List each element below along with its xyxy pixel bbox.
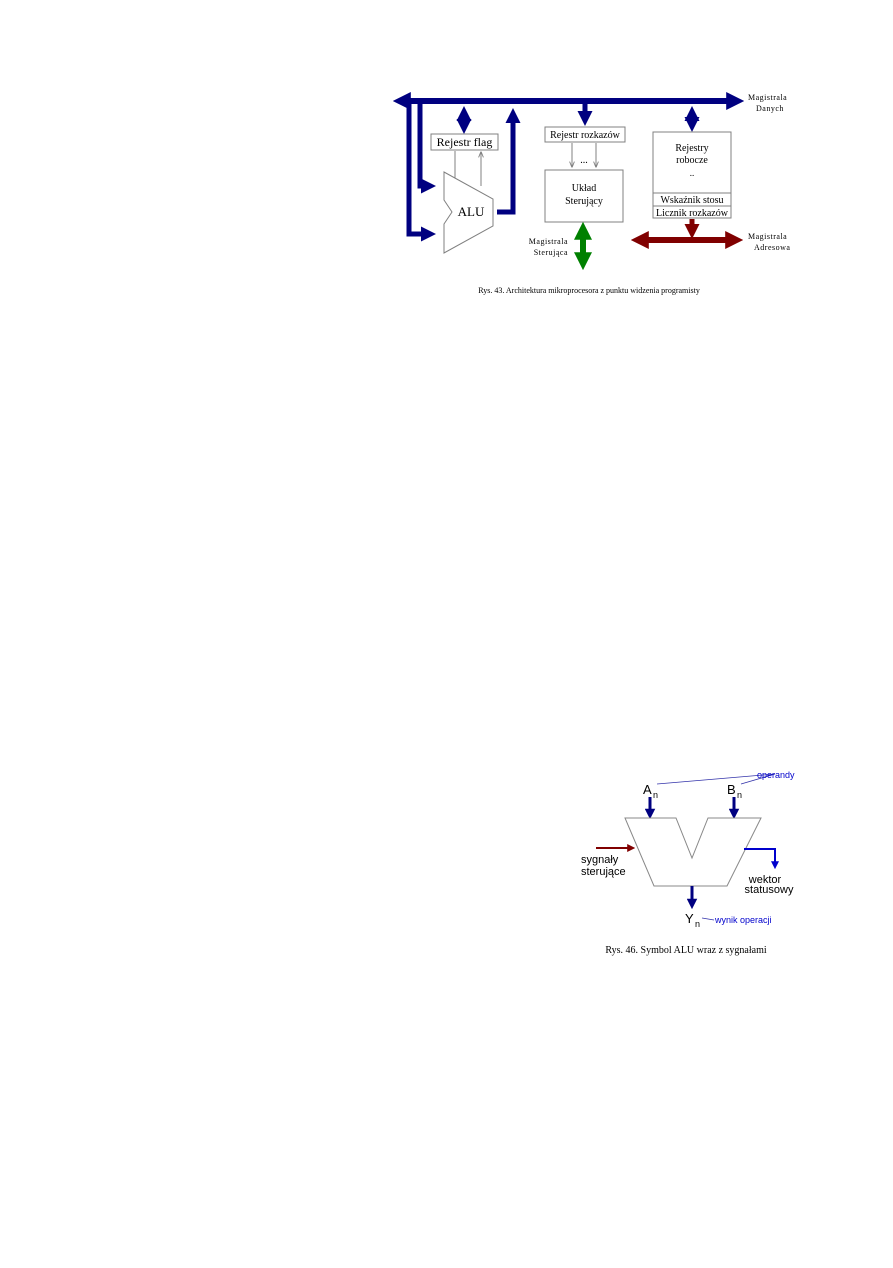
instruction-register-label: Rejestr rozkazów xyxy=(550,130,620,141)
figure-43-caption: Rys. 43. Architektura mikroprocesora z punktu widzenia programisty xyxy=(478,286,700,295)
control-bus-label-line2: Sterująca xyxy=(533,248,568,257)
status-vector-arrow xyxy=(744,849,775,866)
work-registers-label-line2: robocze xyxy=(676,155,708,166)
data-bus-label-line1: Magistrala xyxy=(748,93,788,102)
address-bus-label-line2: Adresowa xyxy=(754,243,791,252)
stack-pointer-label: Wskaźnik stosu xyxy=(660,195,724,206)
flag-register-label: Rejestr flag xyxy=(436,135,493,149)
data-bus-label-line2: Danych xyxy=(756,104,784,113)
work-registers-label-line1: Rejestry xyxy=(675,143,709,154)
work-registers-dots: .. xyxy=(689,168,695,178)
control-unit-label-line1: Układ xyxy=(571,183,597,194)
alu-output-arrow xyxy=(497,114,513,212)
operands-label: operandy xyxy=(757,770,795,780)
figure-46-alu-symbol xyxy=(581,770,795,956)
operand-a-label: A xyxy=(643,782,652,797)
result-subscript: n xyxy=(695,919,701,929)
operand-b-label: B xyxy=(727,782,736,797)
status-vector-label-line1: wektor xyxy=(748,874,782,886)
figure-43-architecture xyxy=(400,93,790,295)
alu-symbol xyxy=(625,818,761,886)
operand-b-subscript: n xyxy=(737,790,743,800)
alu-input-a-arrow xyxy=(420,104,430,186)
result-label: Y xyxy=(685,911,694,926)
control-signals-label-line2: sterujące xyxy=(581,866,626,878)
result-leader xyxy=(702,918,714,920)
decode-dots: ... xyxy=(580,155,588,166)
alu-label: ALU xyxy=(457,204,485,219)
operand-a-subscript: n xyxy=(653,790,659,800)
control-bus-label-line1: Magistrala xyxy=(528,237,568,246)
status-vector-label-line2: statusowy xyxy=(744,884,794,896)
program-counter-label: Licznik rozkazów xyxy=(656,208,728,219)
result-description: wynik operacji xyxy=(715,915,772,925)
control-signals-label-line1: sygnały xyxy=(581,854,619,866)
control-unit-label-line2: Sterujący xyxy=(565,196,603,207)
address-bus-label-line1: Magistrala xyxy=(748,232,788,241)
figure-46-caption: Rys. 46. Symbol ALU wraz z sygnałami xyxy=(605,945,767,956)
